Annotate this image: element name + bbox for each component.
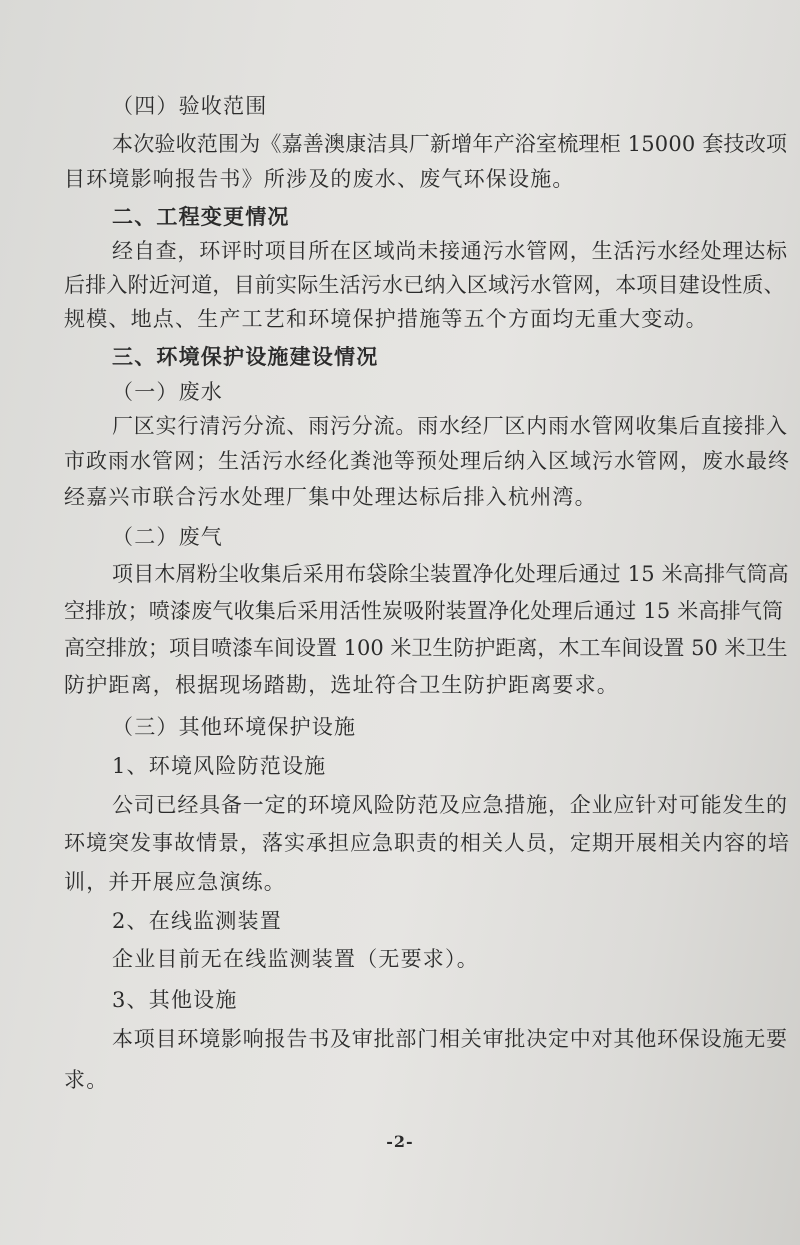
paragraph-line: 目环境影响报告书》所涉及的废水、废气环保设施。 bbox=[64, 167, 575, 191]
paragraph-line: 项目木屑粉尘收集后采用布袋除尘装置净化处理后通过 15 米高排气筒高 bbox=[112, 562, 789, 586]
paragraph-line: 本次验收范围为《嘉善澳康洁具厂新增年产浴室梳理柜 15000 套技改项 bbox=[112, 132, 788, 156]
paragraph-line: 求。 bbox=[64, 1068, 109, 1092]
paragraph-line: 空排放；喷漆废气收集后采用活性炭吸附装置净化处理后通过 15 米高排气筒 bbox=[64, 599, 784, 623]
paragraph-line: 企业目前无在线监测装置（无要求）。 bbox=[112, 947, 479, 971]
heading-engineering-changes: 二、工程变更情况 bbox=[112, 204, 290, 229]
heading-environmental-facilities: 三、环境保护设施建设情况 bbox=[112, 344, 379, 369]
item-heading-online-monitoring: 2、在线监测装置 bbox=[112, 909, 282, 933]
subheading-other-facilities: （三）其他环境保护设施 bbox=[112, 715, 357, 739]
paragraph-line: 经自查，环评时项目所在区域尚未接通污水管网，生活污水经处理达标 bbox=[112, 239, 788, 263]
subheading-waste-gas: （二）废气 bbox=[112, 525, 223, 549]
paragraph-line: 防护距离，根据现场踏勘，选址符合卫生防护距离要求。 bbox=[64, 673, 619, 697]
item-heading-risk-prevention: 1、环境风险防范设施 bbox=[112, 754, 327, 778]
paragraph-line: 高空排放；项目喷漆车间设置 100 米卫生防护距离，木工车间设置 50 米卫生 bbox=[64, 636, 788, 660]
subheading-acceptance-scope: （四）验收范围 bbox=[112, 94, 268, 118]
paragraph-line: 训，并开展应急演练。 bbox=[64, 870, 286, 894]
subheading-wastewater: （一）废水 bbox=[112, 380, 223, 404]
paragraph-line: 后排入附近河道，目前实际生活污水已纳入区域污水管网，本项目建设性质、 bbox=[64, 273, 785, 297]
paragraph-line: 规模、地点、生产工艺和环境保护措施等五个方面均无重大变动。 bbox=[64, 307, 708, 331]
page-number: -2- bbox=[386, 1132, 414, 1151]
paragraph-line: 市政雨水管网；生活污水经化粪池等预处理后纳入区域污水管网，废水最终 bbox=[64, 449, 790, 473]
paragraph-line: 环境突发事故情景，落实承担应急职责的相关人员，定期开展相关内容的培 bbox=[64, 831, 790, 855]
paragraph-line: 公司已经具备一定的环境风险防范及应急措施，企业应针对可能发生的 bbox=[112, 793, 788, 817]
paragraph-line: 经嘉兴市联合污水处理厂集中处理达标后排入杭州湾。 bbox=[64, 485, 597, 509]
paragraph-line: 本项目环境影响报告书及审批部门相关审批决定中对其他环保设施无要 bbox=[112, 1027, 788, 1051]
paragraph-line: 厂区实行清污分流、雨污分流。雨水经厂区内雨水管网收集后直接排入 bbox=[112, 414, 788, 438]
item-heading-other-facilities: 3、其他设施 bbox=[112, 988, 238, 1012]
